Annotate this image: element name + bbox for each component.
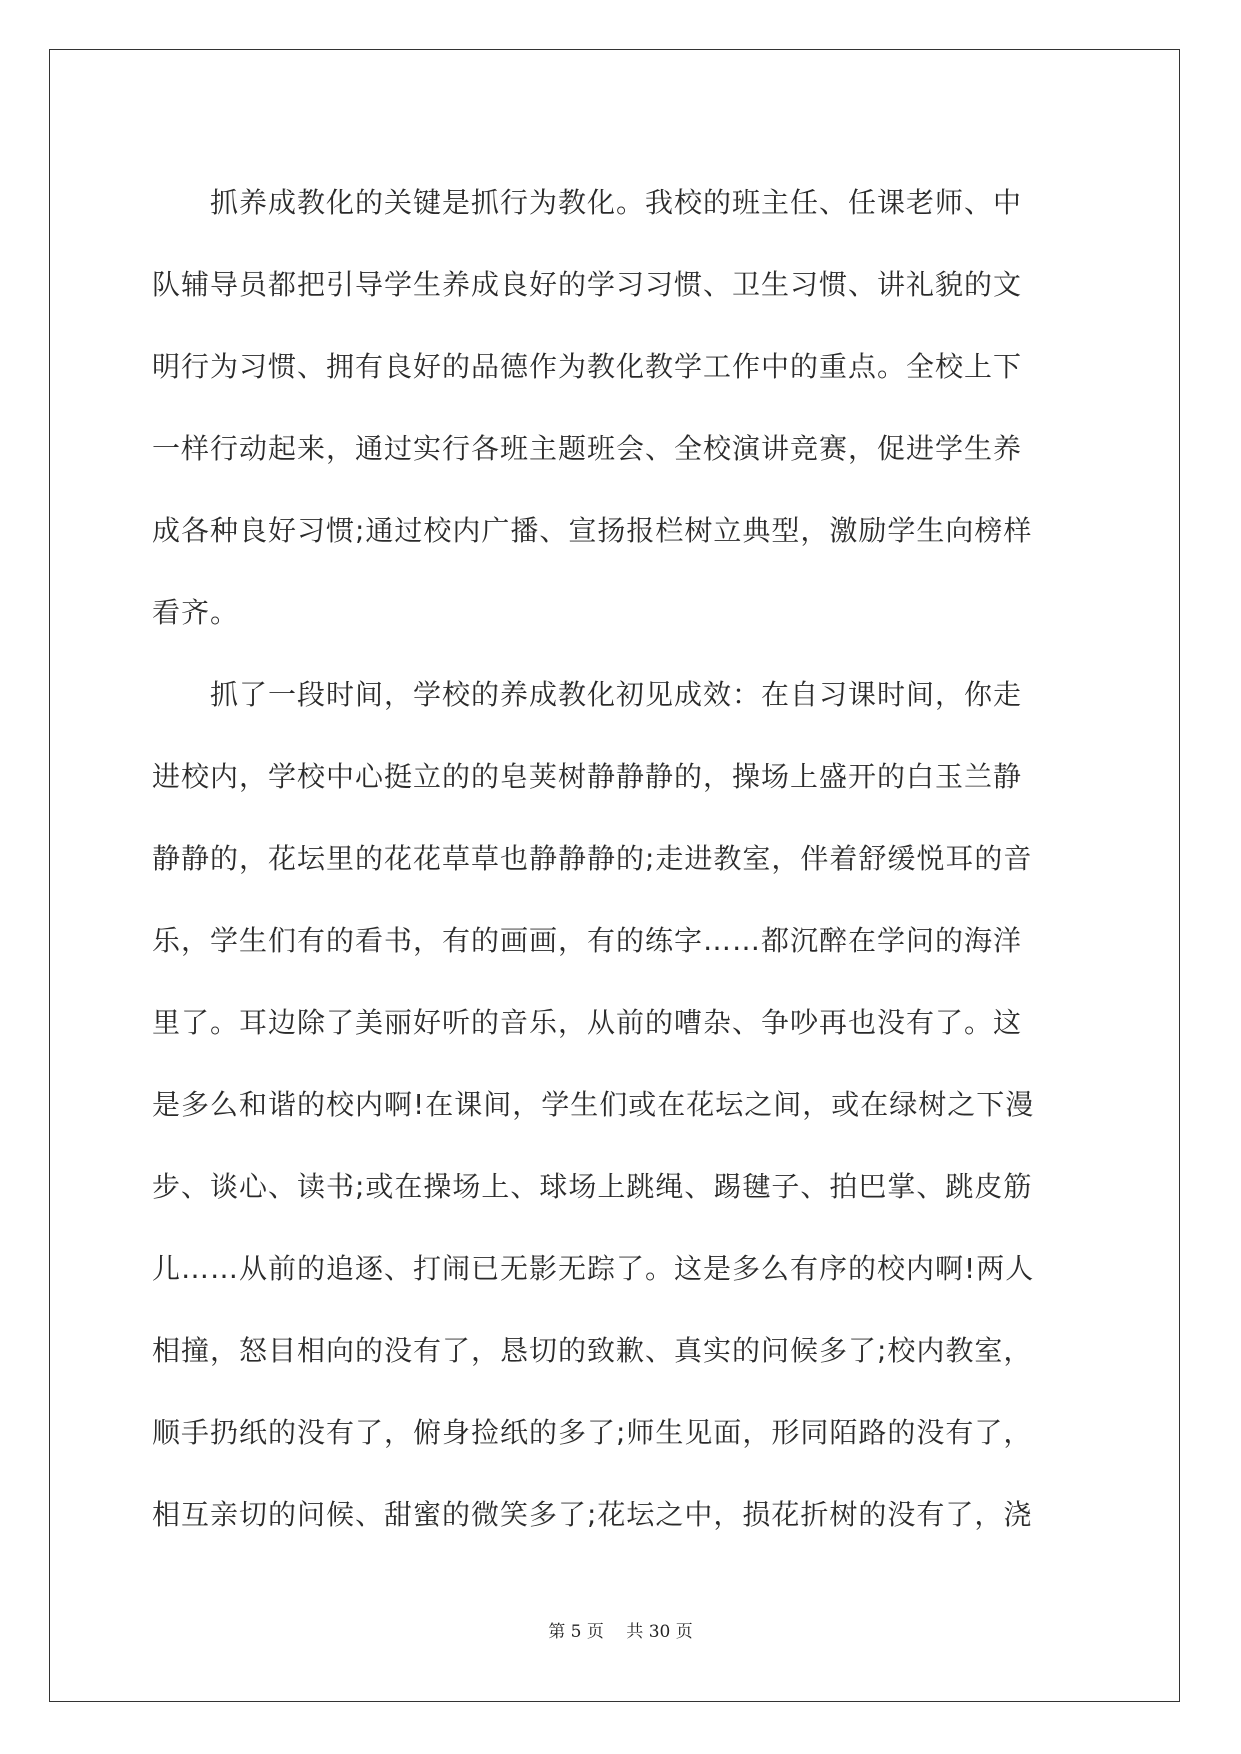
text-line: 相撞，怒目相向的没有了，恳切的致歉、真实的问候多了;校内教室， [152,1334,1033,1367]
text-line: 看齐。 [152,596,240,629]
paragraph-1 [152,162,1086,654]
text-line: 乐，学生们有的看书，有的画画，有的练字……都沉醉在学问的海洋 [152,924,1023,957]
text-line: 顺手扔纸的没有了，俯身捡纸的多了;师生见面，形同陌路的没有了， [152,1416,1033,1449]
text-line: 抓养成教化的关键是抓行为教化。我校的班主任、任课老师、中 [152,186,1023,219]
text-line: 步、谈心、读书;或在操场上、球场上跳绳、踢毽子、拍巴掌、跳皮筋 [152,1170,1033,1203]
page-footer: 第 5 页 共 30 页 [548,1622,693,1642]
text-line: 一样行动起来，通过实行各班主题班会、全校演讲竞赛，促进学生养 [152,432,1023,465]
document-body [152,162,1086,1556]
text-line: 儿……从前的追逐、打闹已无影无踪了。这是多么有序的校内啊!两人 [152,1252,1035,1285]
text-line: 相互亲切的问候、甜蜜的微笑多了;花坛之中，损花折树的没有了，浇 [152,1498,1033,1531]
text-line: 里了。耳边除了美丽好听的音乐，从前的嘈杂、争吵再也没有了。这 [152,1006,1023,1039]
paragraph-2 [152,654,1086,1556]
text-line: 是多么和谐的校内啊!在课间，学生们或在花坛之间，或在绿树之下漫 [152,1088,1035,1121]
text-line: 抓了一段时间，学校的养成教化初见成效：在自习课时间，你走 [152,678,1023,711]
text-line: 队辅导员都把引导学生养成良好的学习习惯、卫生习惯、讲礼貌的文 [152,268,1023,301]
text-line: 进校内，学校中心挺立的的皂荚树静静静的，操场上盛开的白玉兰静 [152,760,1023,793]
text-line: 成各种良好习惯;通过校内广播、宣扬报栏树立典型，激励学生向榜样 [152,514,1033,547]
text-line: 明行为习惯、拥有良好的品德作为教化教学工作中的重点。全校上下 [152,350,1023,383]
text-line: 静静的，花坛里的花花草草也静静静的;走进教室，伴着舒缓悦耳的音 [152,842,1033,875]
